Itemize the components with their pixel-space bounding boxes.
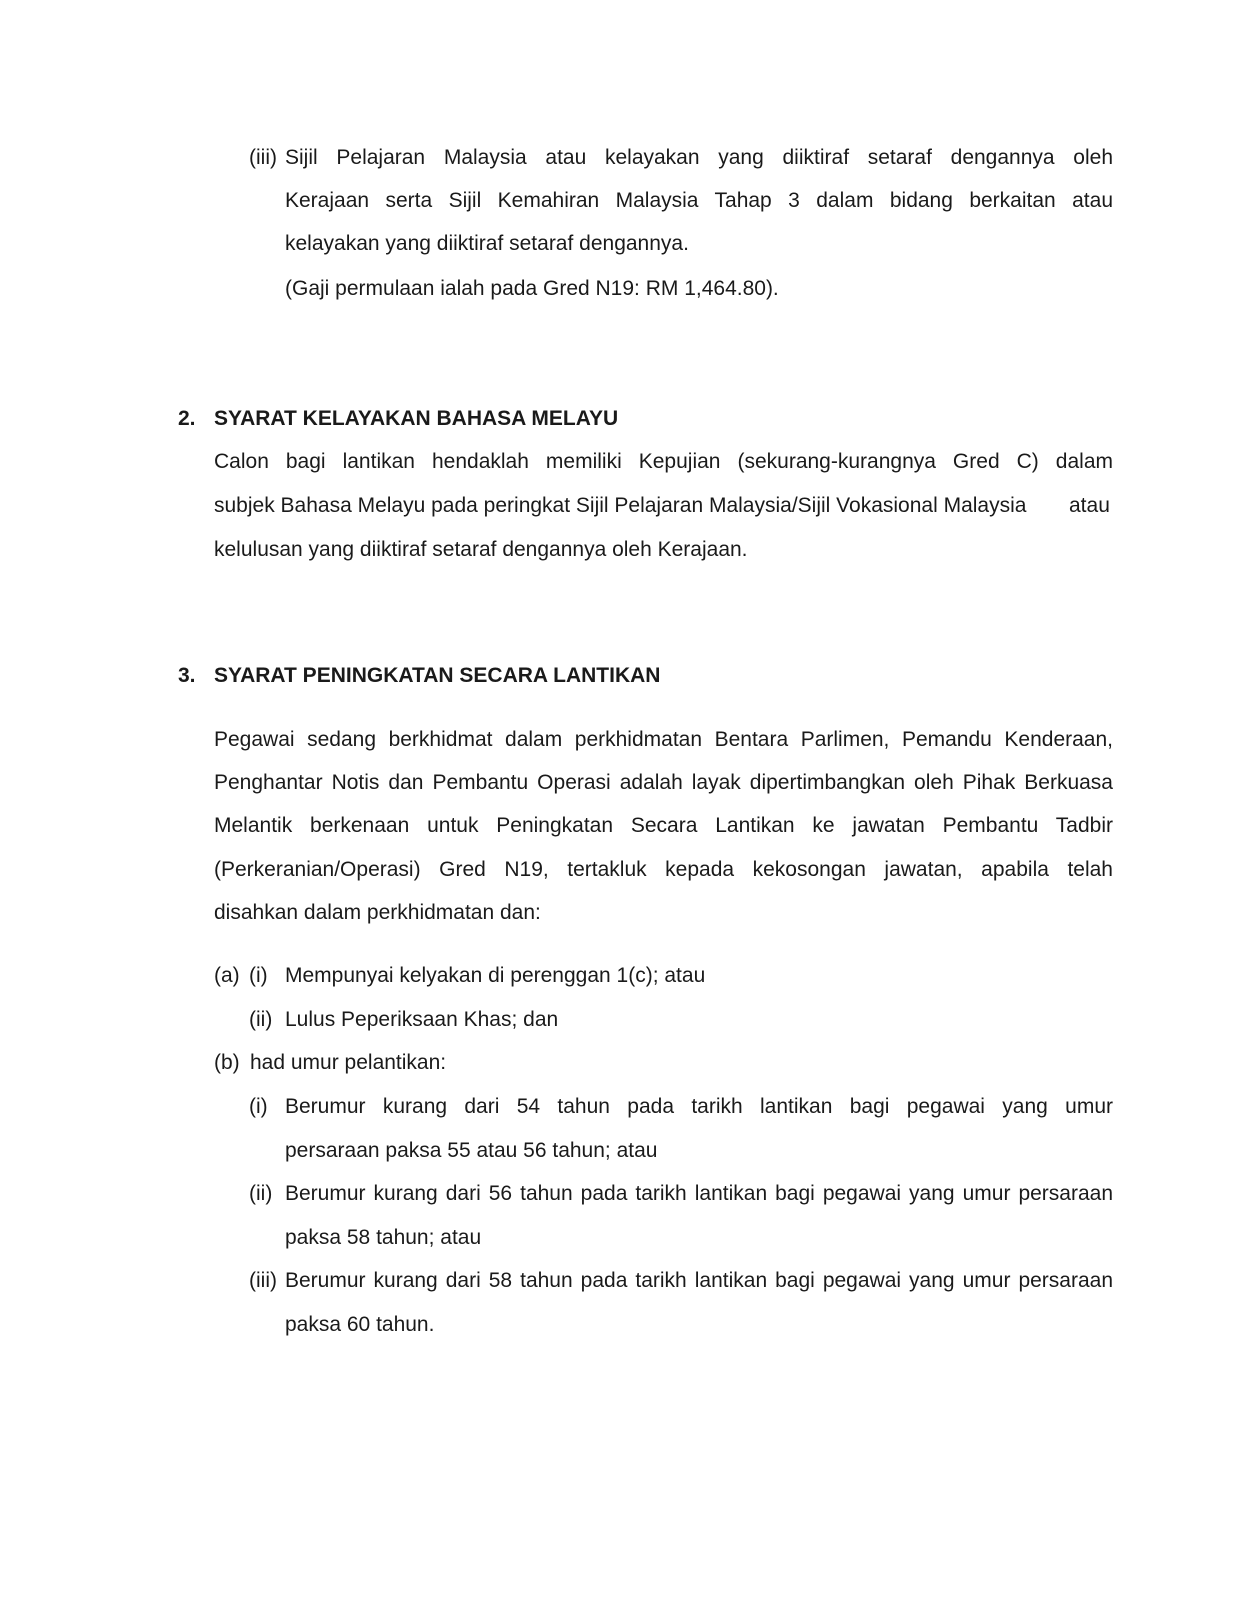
item-a-marker: (a) (214, 964, 240, 987)
section-3-para-line-4: (Perkeranian/Operasi) Gred N19, tertakluk kepada kekosongan jawatan, apabila telah (214, 858, 1113, 881)
item-b-iii-line-2: paksa 60 tahun. (285, 1313, 435, 1336)
item-b-iii-line-1: Berumur kurang dari 58 tahun pada tarikh lantikan bagi pegawai yang umur persaraan (285, 1269, 1113, 1292)
section-3-para-line-2: Penghantar Notis dan Pembantu Operasi adalah layak dipertimbangkan oleh Pihak Berkuasa (214, 771, 1113, 794)
section-3-para-line-3: Melantik berkenaan untuk Peningkatan Secara Lantikan ke jawatan Pembantu Tadbir (214, 814, 1113, 837)
section-2-line-2: subjek Bahasa Melayu pada peringkat Sijil Pelajaran Malaysia/Sijil Vokasional Malaysia (214, 494, 1027, 517)
item-iii-line-2: Kerajaan serta Sijil Kemahiran Malaysia Tahap 3 dalam bidang berkaitan atau (285, 189, 1113, 212)
section-2-heading: SYARAT KELAYAKAN BAHASA MELAYU (214, 407, 619, 430)
item-b-ii-line-2: paksa 58 tahun; atau (285, 1226, 482, 1249)
section-3-para-line-1: Pegawai sedang berkhidmat dalam perkhidmatan Bentara Parlimen, Pemandu Kenderaan, (214, 728, 1113, 751)
item-b-iii-marker: (iii) (249, 1269, 277, 1292)
section-2-number: 2. (178, 407, 196, 430)
item-a-ii-text: Lulus Peperiksaan Khas; dan (285, 1008, 559, 1031)
section-2-line-3: kelulusan yang diiktiraf setaraf dengannya oleh Kerajaan. (214, 538, 748, 561)
section-2-line-1: Calon bagi lantikan hendaklah memiliki Kepujian (sekurang-kurangnya Gred C) dalam (214, 450, 1113, 473)
item-b-ii-line-1: Berumur kurang dari 56 tahun pada tarikh lantikan bagi pegawai yang umur persaraan (285, 1182, 1113, 1205)
salary-note: (Gaji permulaan ialah pada Gred N19: RM 1,464.80). (285, 277, 779, 300)
item-b-ii-marker: (ii) (249, 1182, 273, 1205)
section-3-heading: SYARAT PENINGKATAN SECARA LANTIKAN (214, 664, 661, 687)
section-3-number: 3. (178, 664, 196, 687)
item-b-i-marker: (i) (249, 1095, 268, 1118)
item-a-i-marker: (i) (249, 964, 268, 987)
item-b-i-line-2: persaraan paksa 55 atau 56 tahun; atau (285, 1139, 658, 1162)
item-a-ii-marker: (ii) (249, 1008, 273, 1031)
item-a-i-text: Mempunyai kelyakan di perenggan 1(c); atau (285, 964, 706, 987)
item-iii-line-3: kelayakan yang diiktiraf setaraf dengannya. (285, 232, 689, 255)
section-2-line-2-atau: atau (1069, 494, 1110, 517)
section-3-para-line-5: disahkan dalam perkhidmatan dan: (214, 901, 541, 924)
item-b-i-line-1: Berumur kurang dari 54 tahun pada tarikh lantikan bagi pegawai yang umur (285, 1095, 1113, 1118)
item-iii-line-1: Sijil Pelajaran Malaysia atau kelayakan yang diiktiraf setaraf dengannya oleh (285, 146, 1113, 169)
item-b-marker: (b) (214, 1051, 240, 1074)
item-iii-marker: (iii) (249, 146, 277, 169)
item-b-text: had umur pelantikan: (250, 1051, 447, 1074)
